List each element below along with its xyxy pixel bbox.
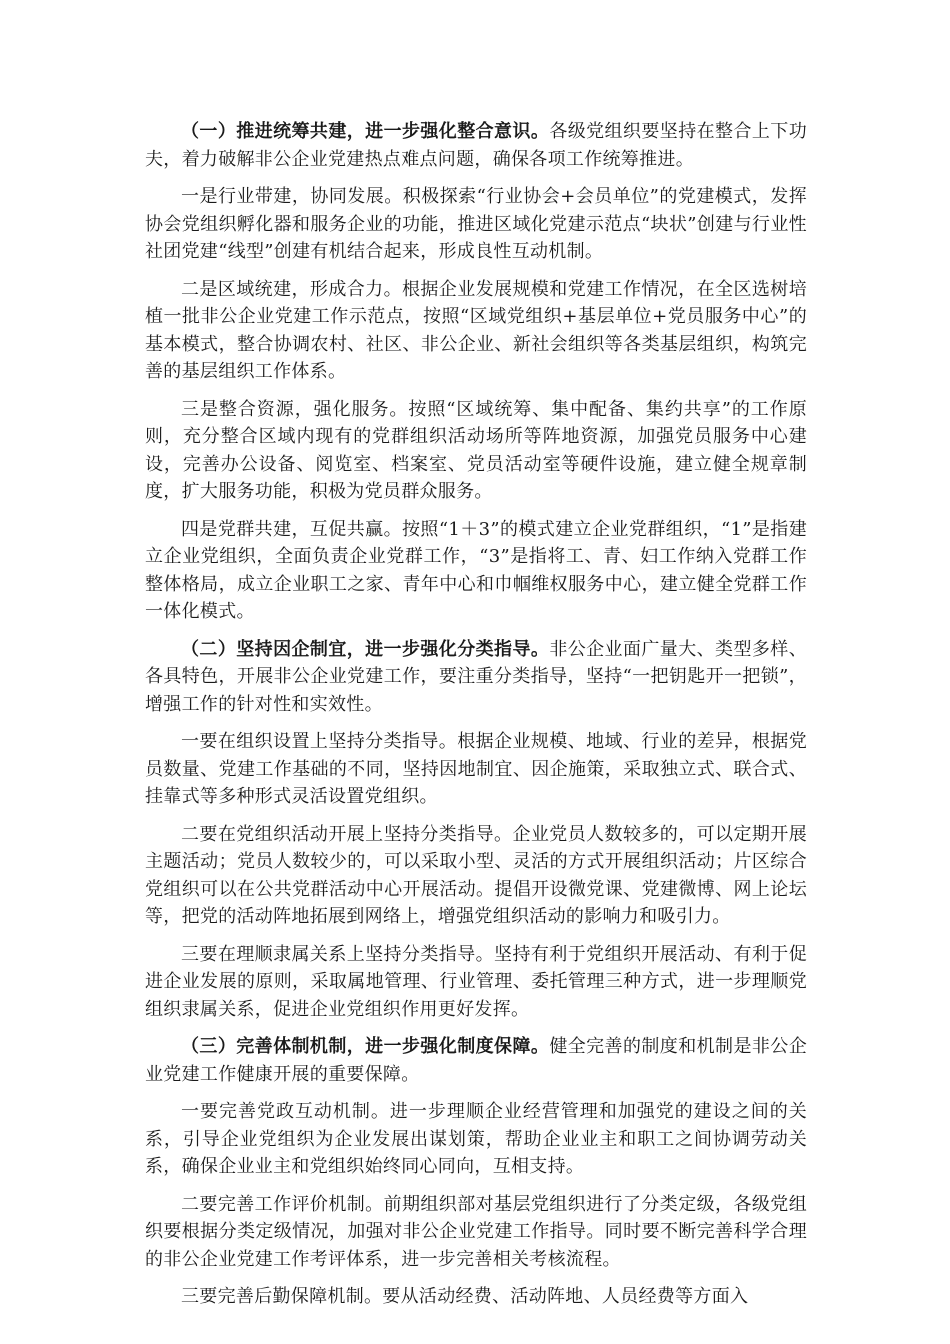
section-1-point-2: 二是区域统建，形成合力。根据企业发展规模和党建工作情况，在全区选树培植一批非公企业党建工作示范点，按照“区域党组织+基层单位+党员服务中心”的基本模式，整合协调农村、社区、非公企业、新社会组织等各类基层组织，构筑完善的基层组织工作体系。 xyxy=(145,278,807,382)
section-1-intro-text: 各级党组织要坚持在整合上下功夫，着力破解非公企业党建热点难点问题，确保各项工作统筹推进。 xyxy=(145,121,808,170)
section-2-point-1: 一要在组织设置上坚持分类指导。根据企业规模、地域、行业的差异，根据党员数量、党建工作基础的不同，坚持因地制宜、因企施策，采取独立式、联合式、挂靠式等多种形式灵活设置党组织。 xyxy=(145,731,807,807)
section-3-point-3: 三要完善后勤保障机制。要从活动经费、活动阵地、人员经费等方面入 xyxy=(181,1286,749,1307)
section-2-point-3: 三要在理顺隶属关系上坚持分类指导。坚持有利于党组织开展活动、有利于促进企业发展的原则，采取属地管理、行业管理、委托管理三种方式，进一步理顺党组织隶属关系，促进企业党组织作用更好发挥。 xyxy=(145,943,807,1020)
document-page xyxy=(145,118,807,1321)
section-3-point-2: 二要完善工作评价机制。前期组织部对基层党组织进行了分类定级，各级党组织要根据分类定级情况，加强对非公企业党建工作指导。同时要不断完善科学合理的非公企业党建工作考评体系，进一步完善相关考核流程。 xyxy=(145,1193,807,1270)
section-3-point-1: 一要完善党政互动机制。进一步理顺企业经营管理和加强党的建设之间的关系，引导企业党组织为企业发展出谋划策，帮助企业业主和职工之间协调劳动关系，确保企业业主和党组织始终同心同向，互相支持。 xyxy=(145,1101,807,1177)
section-2-intro-text: 非公企业面广量大、类型多样、各具特色，开展非公企业党建工作，要注重分类指导，坚持“一把钥匙开一把锁”，增强工作的针对性和实效性。 xyxy=(145,638,808,715)
section-3-intro xyxy=(145,1033,807,1088)
section-1-point-1: 一是行业带建，协同发展。积极探索“行业协会+会员单位”的党建模式，发挥协会党组织孵化器和服务企业的功能，推进区域化党建示范点“块状”创建与行业性社团党建“线型”创建有机结合起来，形成良性互动机制。 xyxy=(145,186,807,262)
section-2-intro xyxy=(145,636,807,719)
section-1-heading: （一）推进统筹共建，进一步强化整合意识。 xyxy=(181,121,550,142)
section-1-intro xyxy=(145,118,807,173)
section-3-intro-text: 健全完善的制度和机制是非公企业党建工作健康开展的重要保障。 xyxy=(145,1036,808,1085)
section-3-heading: （三）完善体制机制，进一步强化制度保障。 xyxy=(181,1036,550,1057)
section-1-point-3: 三是整合资源，强化服务。按照“区域统筹、集中配备、集约共享”的工作原则，充分整合区域内现有的党群组织活动场所等阵地资源，加强党员服务中心建设，完善办公设备、阅览室、档案室、党员活动室等硬件设施，建立健全规章制度，扩大服务功能，积极为党员群众服务。 xyxy=(145,398,807,502)
section-2-heading: （二）坚持因企制宜，进一步强化分类指导。 xyxy=(181,638,550,660)
section-2-point-2: 二要在党组织活动开展上坚持分类指导。企业党员人数较多的，可以定期开展主题活动；党员人数较少的，可以采取小型、灵活的方式开展组织活动；片区综合党组织可以在公共党群活动中心开展活动。提倡开设微党课、党建微博、网上论坛等，把党的活动阵地拓展到网络上，增强党组织活动的影响力和吸引力。 xyxy=(145,823,807,927)
section-1-point-4: 四是党群共建，互促共赢。按照“1＋3”的模式建立企业党群组织，“1”是指建立企业党组织，全面负责企业党群工作，“3”是指将工、青、妇工作纳入党群工作整体格局，成立企业职工之家、青年中心和巾帼维权服务中心，建立健全党群工作一体化模式。 xyxy=(145,518,807,622)
